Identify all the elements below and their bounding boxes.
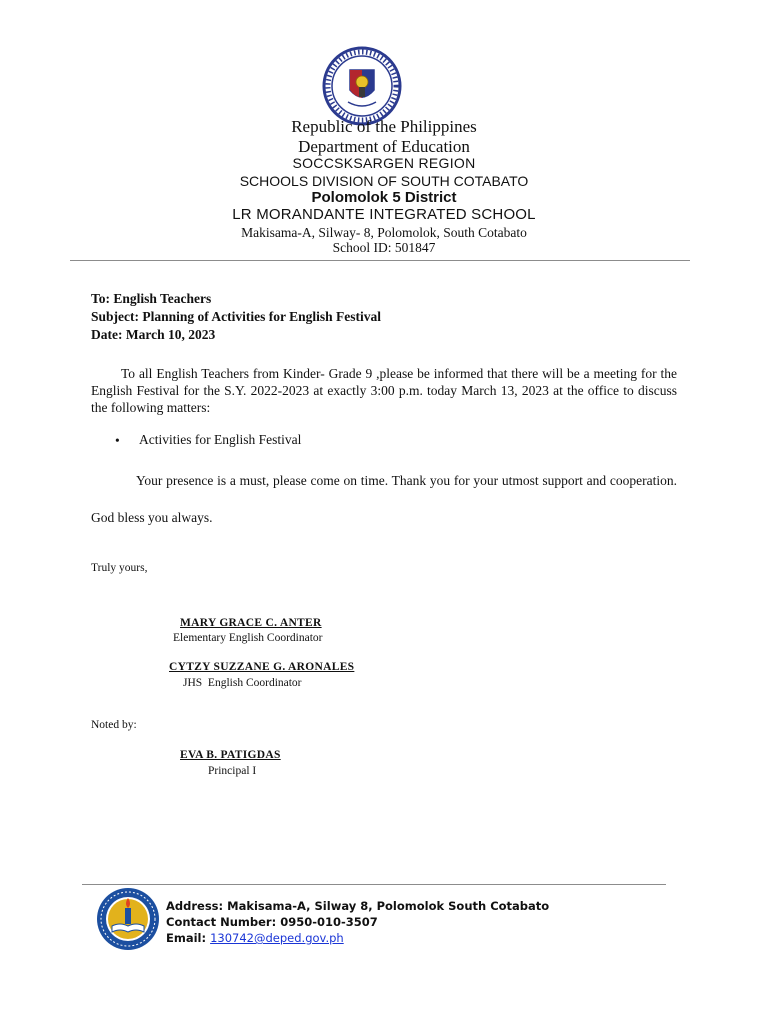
body-paragraph-1: To all English Teachers from Kinder- Grade 9 ,please be informed that there will be a meeting for the English Festival for the S.Y. 2022-2023 at exactly 3:00 p.m. today March 13, 2023 at the office to discuss the following matters: <box>91 366 677 415</box>
signatory-name: MARY GRACE C. ANTER <box>180 617 322 629</box>
signatory-role: JHS English Coordinator <box>183 677 302 689</box>
bullet-item: Activities for English Festival <box>139 432 302 447</box>
footer-address: Address: Makisama-A, Silway 8, Polomolok South Cotabato <box>166 899 550 913</box>
department-line: Department of Education <box>298 137 470 156</box>
region-line: SOCCSKSARGEN REGION <box>292 155 476 171</box>
footer-email-label: Email: <box>166 931 211 945</box>
memo-to: To: English Teachers <box>91 291 212 306</box>
closing-line: Truly yours, <box>91 562 148 574</box>
school-logo-icon <box>96 886 160 952</box>
bullet-icon: • <box>115 433 120 448</box>
signatory-role: Elementary English Coordinator <box>173 632 323 644</box>
memo-subject: Subject: Planning of Activities for English Festival <box>91 309 382 324</box>
district-line: Polomolok 5 District <box>311 189 457 206</box>
deped-seal-icon <box>322 46 402 126</box>
memo-date: Date: March 10, 2023 <box>91 327 216 342</box>
header-divider <box>70 260 690 261</box>
footer-divider <box>82 884 666 885</box>
email-link[interactable]: 130742@deped.gov.ph <box>210 931 344 945</box>
body-paragraph-2: Your presence is a must, please come on time. Thank you for your utmost support and cooperation. God bless you always. <box>91 473 677 525</box>
principal-role: Principal I <box>208 765 257 777</box>
school-address: Makisama-A, Silway- 8, Polomolok, South Cotabato <box>241 225 527 240</box>
school-id: School ID: 501847 <box>332 240 436 255</box>
footer-contact: Contact Number: 0950-010-3507 <box>166 915 378 929</box>
footer-email <box>166 931 344 945</box>
signatory-name: CYTZY SUZZANE G. ARONALES <box>169 661 355 673</box>
republic-line: Republic of the Philippines <box>291 117 477 136</box>
division-line: SCHOOLS DIVISION OF SOUTH COTABATO <box>239 173 529 189</box>
noted-by-label: Noted by: <box>91 719 137 731</box>
school-name: LR MORANDANTE INTEGRATED SCHOOL <box>232 206 536 223</box>
principal-name: EVA B. PATIGDAS <box>180 749 281 761</box>
